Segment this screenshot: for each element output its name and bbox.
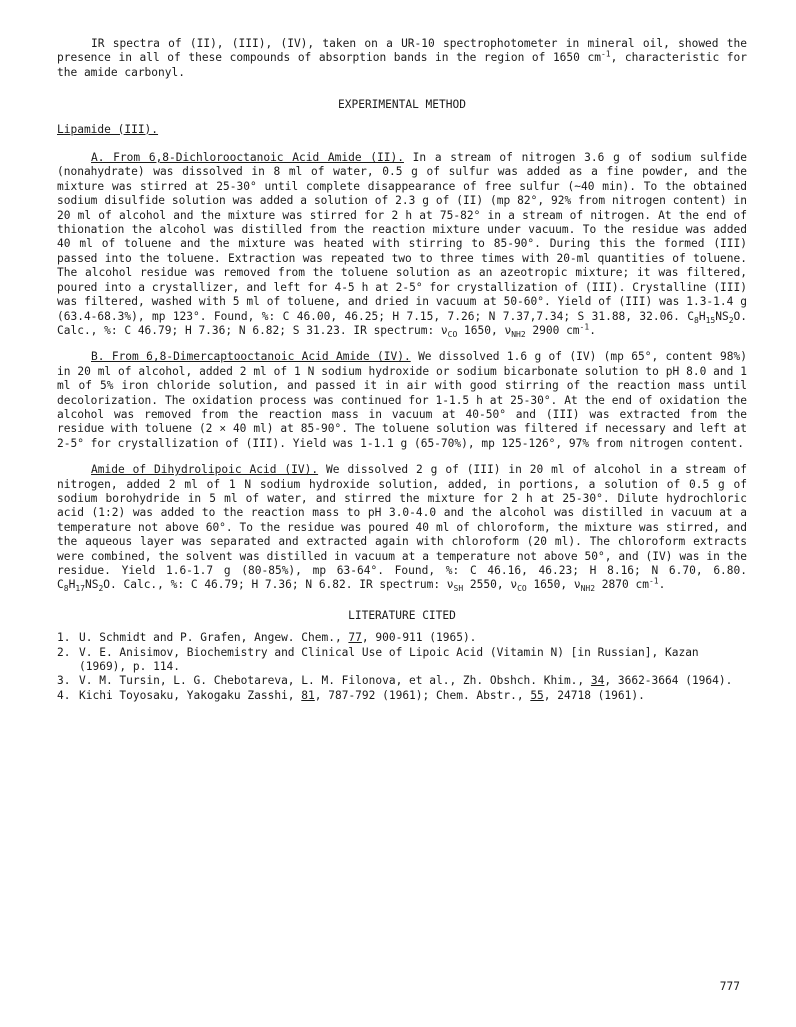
paragraph-a-title: A. From 6,8-Dichlorooctanoic Acid Amide (II).	[91, 151, 404, 165]
literature-heading: LITERATURE CITED	[348, 608, 456, 622]
intro-text-end: , characteristic for the amide carbonyl.	[57, 51, 747, 79]
paragraph-a	[57, 151, 747, 338]
paragraph-c-body: We dissolved 2 g of (III) in 20 ml of alcohol in a stream of nitrogen, added 2 ml of 1 N sodium hydroxide solution, added, in portions, a solution of 0.5 g of sodium borohydride in 5 ml of water, and stirred the mixture for 2 h at 25-30°. Dilute hydrochloric acid (1:2) was added to the reaction mass to pH 3.0-4.0 and the alcohol was distilled in vacuum at a temperature not above 60°. To the residue was poured 40 ml of chloroform, the mixture was stirred, and the aqueous layer was separated and extracted again with chloroform (20 ml). The chloroform extracts were combined, the solvent was distilled in vacuum at a temperature not above 50°, and (IV) was in the residue. Yield 1.6-1.7 g (80-85%), mp 63-64°. Found, %: C 46.16, 46.23; H 8.16; N 6.70, 6.80. C	[57, 463, 747, 592]
reference-volume: 55	[530, 688, 544, 702]
ir-sup: -1	[579, 322, 590, 332]
subheading-text: Lipamide (III).	[57, 122, 159, 136]
ir-sub: CO	[447, 330, 458, 340]
intro-sup: -1	[600, 49, 611, 59]
paper-page	[57, 37, 747, 703]
formula-sub: 2	[98, 584, 104, 594]
formula-sub: 17	[75, 584, 85, 594]
reference-text	[79, 689, 747, 703]
ir-value: 2900 cm	[525, 323, 580, 337]
formula-sub: 15	[705, 315, 716, 325]
reference-item	[57, 646, 747, 675]
ir-sup: -1	[648, 576, 659, 586]
reference-citation: V. E. Anisimov, Biochemistry and Clinical Use of Lipoic Acid (Vitamin N) [in Russian], Kazan (1969), p. 114.	[79, 645, 699, 674]
formula-part: H	[68, 578, 76, 592]
ir-value: 2870 cm	[595, 578, 649, 592]
reference-text	[79, 674, 747, 688]
ir-value: 1650, ν	[457, 323, 512, 337]
ir-sub: CO	[517, 584, 527, 594]
formula-part: NS	[715, 309, 729, 323]
ir-value: 1650, ν	[526, 578, 581, 592]
ir-sub: 2	[590, 584, 596, 594]
reference-item	[57, 689, 747, 703]
subheading	[57, 123, 747, 137]
reference-number: 3.	[57, 674, 71, 688]
intro-text: IR spectra of (II), (III), (IV), taken on a UR-10 spectrophotometer in mineral oil, showed the presence in all of these compounds of absorption bands in the region of 1650 cm	[57, 37, 747, 65]
paragraph-b	[57, 350, 747, 451]
paragraph-a-body: In a stream of nitrogen 3.6 g of sodium sulfide (nonahydrate) was dissolved in 8 ml of water, 0.5 g of sulfur was added as a fine powder, and the mixture was stirred at 25-30° until complete disappearance of free sulfur (~40 min). To the obtained sodium disulfide solution was added a solution of 2.3 g of (II) (mp 82°, 92% from nitrogen content) in 20 ml of alcohol and the mixture was stirred for 2 h at 75-82° in a stream of nitrogen. At the end of thionation the alcohol was distilled from the reaction mixture under vacuum. To the residue was added 40 ml of toluene and the mixture was heated with stirring to 85-90°. During this the formed (III) passed into the toluene. Extraction was repeated two to three times with 20-ml quantities of toluene. The alcohol residue was removed from the toluene solution as an azeotropic mixture; it was filtered, poured into a crystallizer, and left for 4-5 h at 2-5° for crystallization of (III). Crystalline (III) was filtered, washed with 5 ml of toluene, and dried in vacuum at 50-60°. Yield of (III) was 1.3-1.4 g (63.4-68.3%), mp 123°. Found, %: C 46.00, 46.25; H 7.15, 7.26; N 7.37,7.34; S 31.88, 32.06. C	[57, 151, 747, 323]
ir-sub: NH	[511, 330, 521, 340]
page-number: 777	[719, 980, 740, 993]
ir-sub: NH	[580, 584, 591, 594]
paragraph-b-body: We dissolved 1.6 g of (IV) (mp 65°, content 98%) in 20 ml of alcohol, added 2 ml of 1 N sodium hydroxide or sodium bicarbonate solution to pH 8.0 and 1 ml of 5% iron chloride solution, and passed it in air with good stirring of the reaction mass until decolorization. The oxidation process was continued for 1-1.5 h at 25-30°. At the end of oxidation the alcohol was removed from the reaction mass in vacuum at 40-50° and (III) was extracted from the residue with toluene (2 × 40 ml) at 85-90°. The toluene solution was filtered if necessary and left at 2-5° for crystallization of (III). Yield was 1-1.1 g (65-70%), mp 125-126°, 97% from nitrogen content.	[57, 350, 747, 450]
paragraph-b-title: B. From 6,8-Dimercaptooctanoic Acid Amide (IV).	[91, 350, 411, 364]
reference-volume: 81	[301, 688, 315, 702]
reference-pages: , 787-792 (1961); Chem. Abstr.,	[314, 688, 531, 702]
paragraph-a-text: O. Calc., %: C 46.79; H 7.36; N 6.82; S 31.23. IR spectrum: ν	[57, 309, 747, 337]
formula-sub: 8	[63, 584, 69, 594]
paragraph-c-title: Amide of Dihydrolipoic Acid (IV).	[91, 463, 319, 477]
ir-sub: 2	[520, 330, 526, 340]
ir-sub: SH	[453, 584, 464, 594]
section-heading: EXPERIMENTAL METHOD	[338, 98, 466, 112]
reference-item	[57, 674, 747, 688]
reference-text	[79, 631, 747, 645]
reference-pages: , 24718 (1961).	[543, 688, 645, 702]
reference-pages: , 3662-3664 (1964).	[604, 674, 733, 688]
formula-part: NS	[84, 578, 99, 592]
reference-number: 4.	[57, 688, 71, 702]
reference-citation: Kichi Toyosaku, Yakogaku Zasshi,	[79, 688, 302, 702]
ir-value: 2550, ν	[463, 578, 518, 592]
reference-number: 1.	[57, 631, 71, 645]
reference-number: 2.	[57, 645, 71, 659]
reference-citation: U. Schmidt and P. Grafen, Angew. Chem.,	[79, 631, 349, 645]
reference-citation: V. M. Tursin, L. G. Chebotareva, L. M. Filonova, et al., Zh. Obshch. Khim.,	[79, 674, 591, 688]
formula-sub: 2	[728, 315, 734, 325]
paragraph-c	[57, 463, 747, 593]
reference-pages: , 900-911 (1965).	[361, 631, 477, 645]
paragraph-c-end: .	[658, 578, 666, 592]
paragraph-a-end: .	[589, 323, 596, 337]
formula-sub: 8	[693, 315, 699, 325]
reference-list	[57, 631, 747, 703]
formula-part: H	[698, 309, 706, 323]
paragraph-c-text: O. Calc., %: C 46.79; H 7.36; N 6.82. IR spectrum: ν	[103, 578, 454, 592]
reference-item	[57, 631, 747, 645]
reference-volume: 77	[348, 631, 362, 645]
reference-volume: 34	[590, 674, 605, 688]
intro-paragraph	[57, 37, 747, 80]
reference-text	[79, 646, 747, 675]
